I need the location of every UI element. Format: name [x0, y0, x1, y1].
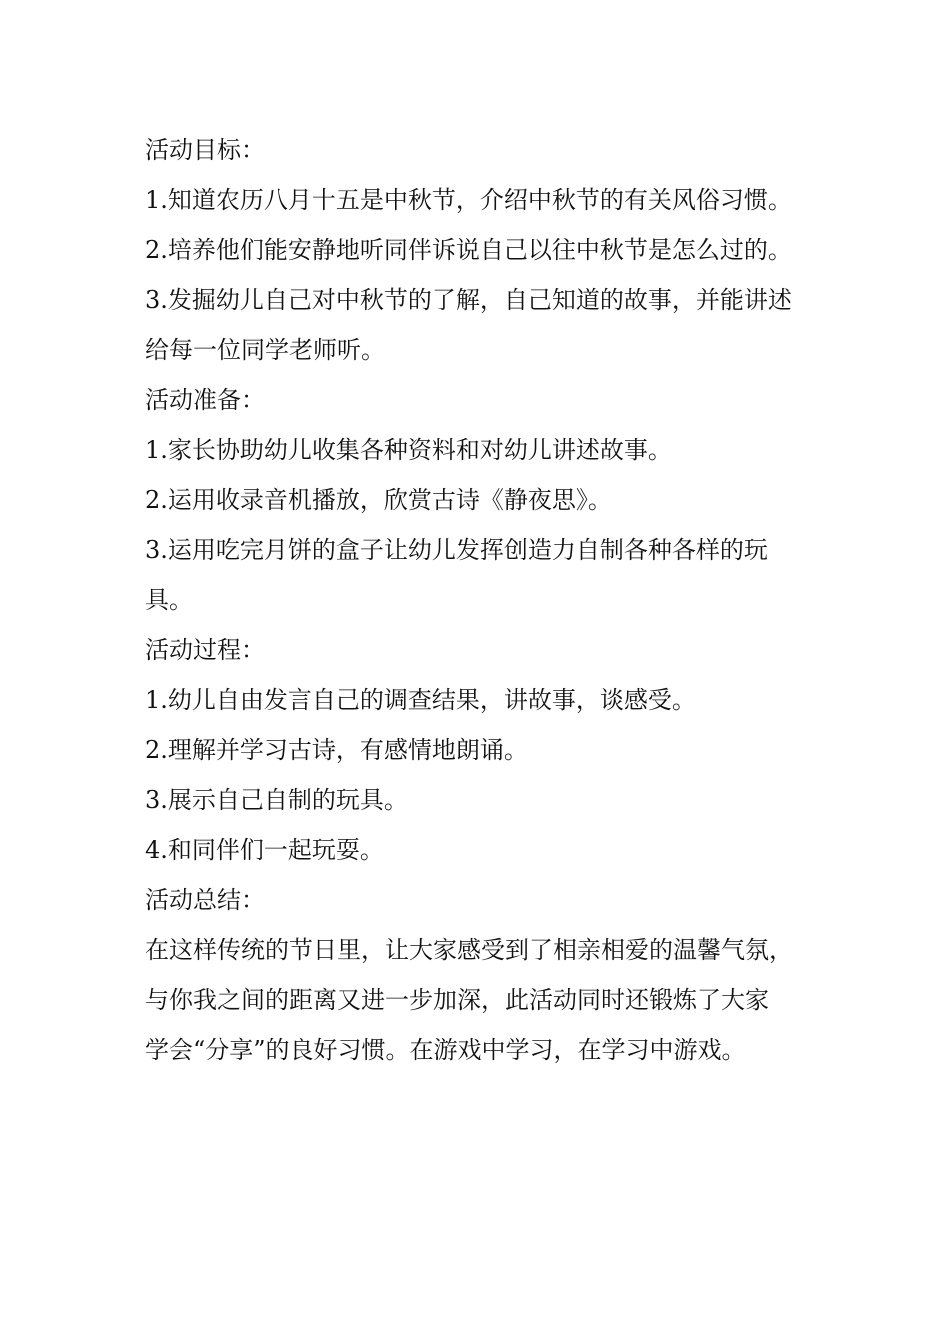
goal-item-3: 3.发掘幼儿自己对中秋节的了解，自己知道的故事，并能讲述 — [145, 286, 792, 314]
process-item-3: 3.展示自己自制的玩具。 — [145, 786, 408, 814]
section-heading-goals: 活动目标： — [145, 136, 265, 164]
process-item-1: 1.幼儿自由发言自己的调查结果，讲故事，谈感受。 — [145, 686, 696, 714]
preparation-item-2: 2.运用收录音机播放，欣赏古诗《静夜思》。 — [145, 486, 612, 514]
process-item-2: 2.理解并学习古诗，有感情地朗诵。 — [145, 736, 528, 764]
section-heading-process: 活动过程： — [145, 636, 265, 664]
preparation-item-3: 3.运用吃完月饼的盒子让幼儿发挥创造力自制各种各样的玩 — [145, 536, 768, 564]
process-item-4: 4.和同伴们一起玩耍。 — [145, 836, 384, 864]
summary-line-1: 在这样传统的节日里，让大家感受到了相亲相爱的温馨气氛， — [145, 936, 793, 964]
preparation-item-1: 1.家长协助幼儿收集各种资料和对幼儿讲述故事。 — [145, 436, 672, 464]
goal-item-3-continued: 给每一位同学老师听。 — [145, 336, 385, 364]
goal-item-1: 1.知道农历八月十五是中秋节，介绍中秋节的有关风俗习惯。 — [145, 186, 792, 214]
document-body — [145, 125, 825, 1075]
summary-line-2: 与你我之间的距离又进一步加深，此活动同时还锻炼了大家 — [145, 986, 769, 1014]
summary-line-3: 学会“分享”的良好习惯。在游戏中学习，在学习中游戏。 — [145, 1036, 746, 1064]
preparation-item-3-continued: 具。 — [145, 586, 193, 614]
section-heading-preparation: 活动准备： — [145, 386, 265, 414]
goal-item-2: 2.培养他们能安静地听同伴诉说自己以往中秋节是怎么过的。 — [145, 236, 792, 264]
section-heading-summary: 活动总结： — [145, 886, 265, 914]
